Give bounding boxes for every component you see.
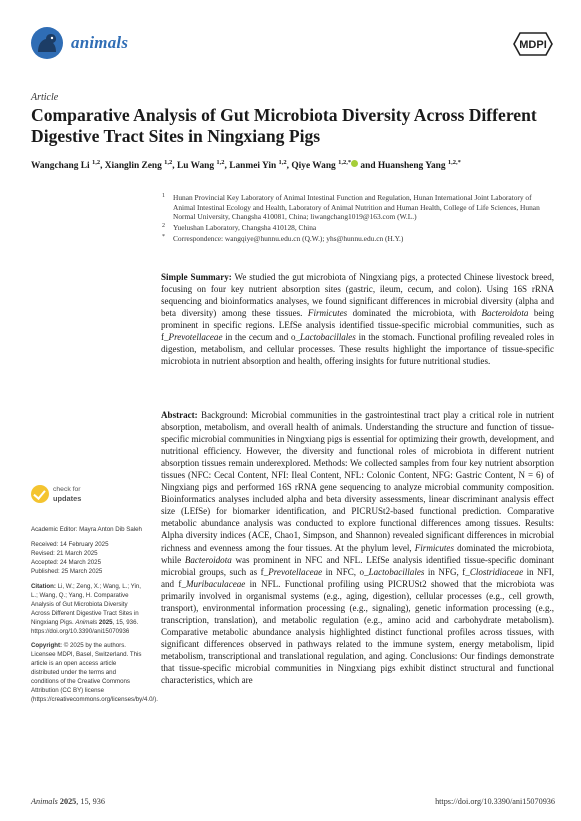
taxon-name: Prevotellaceae [268,566,323,577]
affiliation-item [162,234,554,244]
text-segment: in NFL. Functional profiling using PICRUSt2 showed that the microbiota was primarily involved in organismal systems (e.g., aging, digestion), cellular processes (e.g., cell growth, transport), environmental information processing (e.g., signaling), genetic information processing (e.g., transcription, translation), and metabolic regulation (e.g., amino acid and carbohydrate metabolism). Comparative metabolic abundance analysis highlighted distinct functional profiles across tissues, with significant differences observed in pathways related to the immune system, energy metabolism, lipid metabolism, transcriptional and translational regulation, and aging. Conclusions: Our findings demonstrate that tissue-specific microbial communities in Ningxiang pigs exhibit distinct structural and functional characteristics, which are [161,578,554,686]
citation-doi-link[interactable]: , 15, 936. https://doi.org/10.3390/ani15070936 [31,618,139,635]
copyright [31,642,158,705]
citation-text: Li, W.; Zeng, X.; Wang, L.; Yin, L.; Wang, Q.; Yang, H. Comparative Analysis of Gut Microbiota Diversity Across Different Digestive Tract Sites in Ningxiang Pigs. [31,582,142,626]
author-name: Xianglin Zeng [104,161,162,172]
taxon-name: Bacteroidota [184,554,232,565]
check-updates-line1: check for [53,486,81,493]
journal-header [31,27,555,63]
author-affiliation-marker: 1,2 [164,159,173,166]
check-for-updates-button[interactable] [31,485,121,511]
footer-year: 2025 [57,797,77,806]
author-separator: and [358,161,378,172]
footer-journal: Animals [31,797,58,806]
date-received: Received: 14 February 2025 [31,540,109,548]
footer-volume: , 15, 936 [76,797,105,806]
publisher-name: MDPI [519,39,547,51]
taxon-name: Prevotellaceae [168,332,223,343]
author-name: Qiye Wang [291,161,336,172]
author-affiliation-marker: 1,2,* [338,159,352,166]
article-sidebar [31,526,158,711]
author-name: Huansheng Yang [377,161,446,172]
copyright-label: Copyright: [31,642,63,650]
affiliation-text: Correspondence: wangqiye@hunnu.edu.cn (Q.W.); yhs@hunnu.edu.cn (H.Y.) [173,233,404,243]
simple-summary [161,271,554,367]
taxon-name: Lactobacillales [368,566,425,577]
affiliation-text: Hunan Provincial Key Laboratory of Animal Intestinal Function and Regulation, Hunan International Joint Laboratory of Animal Intestinal Ecology and Health, Laboratory of Animal Nutrition and Human Health, College of Life Sciences, Hunan Normal University, Changsha 410081, China; liwangchang1019@163.com (W.L.) [173,193,540,222]
affiliation-list [162,193,554,245]
date-published: Published: 25 March 2025 [31,567,103,575]
text-segment: in the cecum and o_ [222,332,301,343]
affiliation-item [162,193,554,222]
abstract-body [161,410,554,685]
date-accepted: Accepted: 24 March 2025 [31,558,101,566]
author-name: Lu Wang [176,161,215,172]
author-list [31,157,551,172]
author-separator: , [100,161,105,172]
text-segment: in NFG, f_ [424,566,470,577]
affiliation-text: Yuelushan Laboratory, Changsha 410128, China [173,223,317,233]
text-segment: dominated the microbiota, with [347,308,482,319]
simple-summary-body [161,272,554,366]
animals-logo-icon [31,27,63,59]
abstract [161,409,554,686]
citation-journal: Animals [75,618,98,626]
date-revised: Revised: 21 March 2025 [31,549,98,557]
text-segment: in NFC, o_ [322,566,369,577]
text-segment: in the stomach. Functional profiling revealed roles in digestion, metabolism, and cellular processes. These results highlight the importance of tissue-specific microbiota in nutrient absorption and health, offering insights for future nutritional studies. [161,332,554,367]
copyright-text: © 2025 by the authors. Licensee MDPI, Basel, Switzerland. This article is an open access article distributed under the terms and conditions of the Creative Commons Attribution (CC BY) license (https://creativecommons.org/licenses/by/4.0/). [31,642,158,704]
article-type: Article [31,92,59,103]
taxon-name: Lactobacillales [300,332,356,343]
citation-year: 2025 [97,618,113,626]
taxon-name: Firmicutes [307,308,348,319]
author-affiliation-marker: 1,2,* [447,159,461,166]
affiliation-item [162,223,554,233]
simple-summary-label: Simple Summary: [161,272,232,282]
text-segment: Background: Microbial communities in the gastrointestinal tract play a critical role in nutrient absorption, metabolism, and overall health of animals. Understanding the structure and function of tissue-specific microbial communities in Ningxiang pigs is essential for optimizing their growth, development, and nutritional efficiency. However, the diversity and functional roles of microbiota in different nutrient absorption tissues remain underexplored. Methods: We collected samples from four key nutrient absorption tissues (NFC: Cecal Content, NFI: Ileal Content, NFL: Colonic Content, NFG: Gastric Content, N = 6) of Ningxiang pigs and performed 16S rRNA gene sequencing to analyze microbial community composition. Bioinformatics analyses included alpha and beta diversity assessments, linear discriminant analysis effect size (LEfSe) for biomarker identification, and PICRUSt2-based functional prediction. Comparative metabolic abundance analysis was conducted to explore functional differences among tissues. Results: Alpha diversity indices (ACE, Chao1, Simpson, and Shannon) revealed significant differences in microbial richness and evenness among the four tissues. At the phylum level, [161,410,554,553]
journal-name: animals [71,33,129,52]
taxon-name: Bacteroidota [481,308,529,319]
text-segment: being prominent in specific regions. LEfSe analysis identified tissue-specific microbial communities, such as f_ [161,308,554,343]
author-affiliation-marker: 1,2 [216,159,225,166]
text-segment: was prominent in NFC and NFL. LEfSe analysis identified tissue-specific dominant microbial groups, such as f_ [161,554,554,577]
author-separator: , [172,161,177,172]
page-footer [31,797,555,806]
author-name: Wangchang Li [31,161,90,172]
affiliation-marker: 2 [162,223,165,230]
author-separator: , [286,161,292,172]
taxon-name: Firmicutes [414,542,454,553]
author-affiliation-marker: 1,2 [278,159,287,166]
article-title: Comparative Analysis of Gut Microbiota Diversity Across Different Digestive Tract Sites in Ningxiang Pigs [31,105,537,146]
academic-editor: Academic Editor: Mayra Anton Dib Saleh [31,526,142,533]
author-separator: , [224,161,230,172]
text-segment: We studied the gut microbiota of Ningxiang pigs, a protected Chinese livestock breed, focusing on four key nutrient absorption sites (gastric, ileum, cecum, and colon). Using 16S rRNA sequencing and bioinformatics analyses, we found significant differences in microbial diversity (alpha and beta diversity) among these tissues. [161,272,554,319]
affiliation-marker: * [162,233,165,240]
footer-doi-link[interactable]: https://doi.org/10.3390/ani15070936 [435,797,555,806]
author-name: Lanmei Yin [229,161,277,172]
taxon-name: Clostridiaceae [469,566,524,577]
citation [31,583,145,637]
check-updates-icon [31,485,49,503]
text-segment: in NFI, and f_ [161,566,554,589]
citation-label: Citation: [31,582,56,590]
mdpi-logo-icon [511,31,555,57]
affiliation-marker: 1 [162,193,165,199]
check-updates-line2: updates [53,494,82,503]
publication-dates [31,541,145,577]
author-affiliation-marker: 1,2 [91,159,101,166]
text-segment: dominated the microbiota, while [161,542,554,565]
abstract-label: Abstract: [161,410,198,420]
taxon-name: Muribaculaceae [185,578,246,589]
